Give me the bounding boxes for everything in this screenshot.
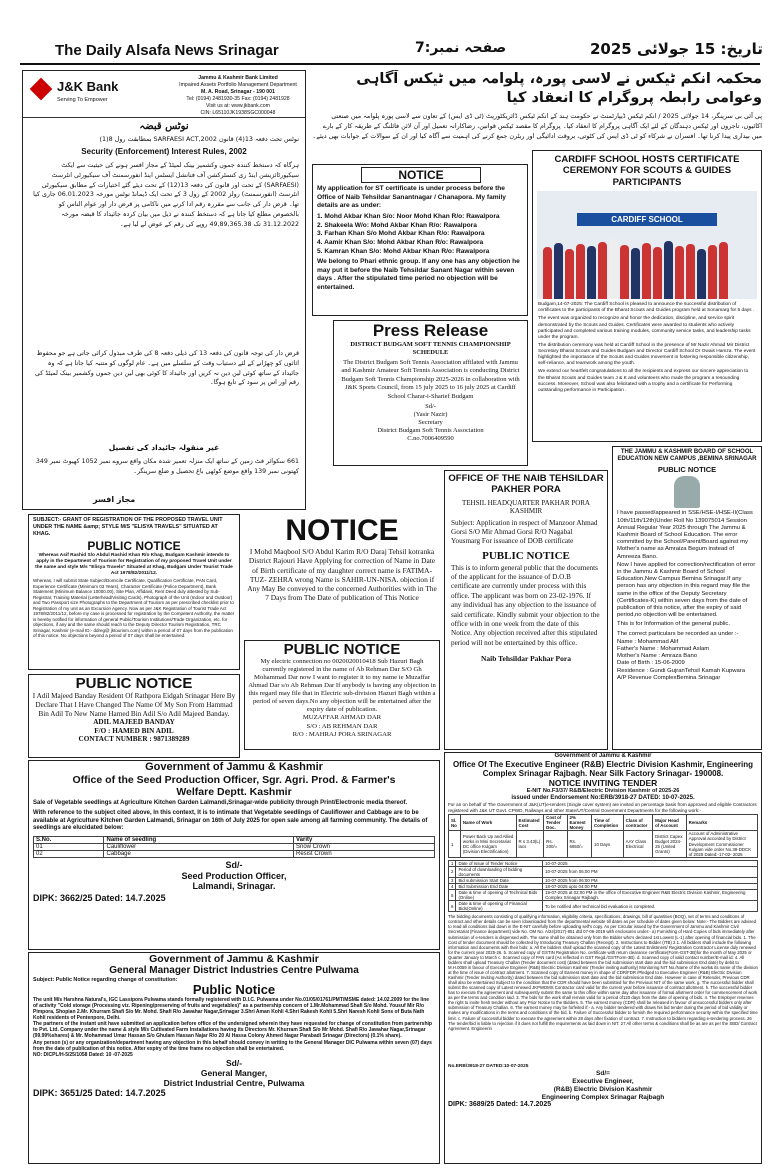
school-board-notice: THE JAMMU & KASHMIR BOARD OF SCHOOL EDUCATION NEW CAMPUS ,BEMINA SRINAGAR PUBLIC NOTICE I have passed/appeared in SSE/HSE-I/HSE-II(Class 10th/11th/12th)Under Roll No 139075014 Session Annual Regular Year 2025 through The Jammu & Kashmir Board of School Education. The error committed by the School/Parent/Board against my Mother's name as Amraiza Begum instead of Amreeza Bano. Now I have applied for correction/rectification of error in the Jammu & Kashmir Board of School Education,New Campus Bemina Srinagar.If any person has any objection in this regard may file the same in the office of the Deputy Secretary (Certificates-K) within seven days from the date of publication of this notice, after the expiry of said period,no objection will be entertained. This is for Information of the general public. The correct particulars be recorded as under :- Name : Mohammad Alif Father's Name : Mohammad Aslam Mother's Name : Amraza Bano Date of Birth : 15-06-2009 Residence : Gundi GujranTehsil Kamah Kupwara A/P Revenue ComplexBemina Srinagar [612,446,762,750]
bank-divider [23,117,305,118]
table-row: 5 Date & time of opening of Technical Bids (Online) 19-07-2025 at 02:00 PM in the office of Executive Engineer R&B Electric Division Kashmir, Engineering Complex Srinagar Rajbagh. [449,890,758,901]
tender-work-table: Sl. No Name of Work Estimated Cost Cost of Tender Doc. 2% Earnest Money Time of Completion Class of contractor Major Head of Account Remarks 1 Power Back Up and Allied works in Mini Secretariat DC office Kulgam (Division Electrification) R s 3.43(L) lacs Rs. 200/= Rs. 6850/= 10 Days AAY Class Electrical District Capex Budget 2024-25 (United Grants) Account of Administrative Approval accorded by District Development Commissioner Kulgam vide order No.38-DDCK of 2025 Dated:-17-02- 2025 [445,813,761,859]
income-tax-news [312,70,762,160]
jk-bank-logo: J&K Bank Serving To Empower [29,77,119,113]
table-row: 1 Power Back Up and Allied works in Mini Secretariat DC office Kulgam (Division Electrification) R s 3.43(L) lacs Rs. 200/= Rs. 6850/= 10 Days AAY Class Electrical District Capex Budget 2024-25 (United Grants) Account of Administrative Approval accorded by District Development Commissioner Kulgam vide order No.38-DDCK of 2025 Dated:-17-02- 2025 [449,831,758,857]
electric-connection-notice: PUBLIC NOTICE My electric connection no 0020020010418 Sub Hazuri Bagh currently registered in the name of Ab Rehman Dar S/O Gh Mohammad Dar now I want to register it to my name ie Muzaffar Ahmad Dar s/o Ab Rehman Dar If anybody is having any objection in this regard may file that in Electric sub-division Hazuri Bagh within a period of seven days.No any objection will be entertained after the expiry date of publication. MUZAFFAR AHMAD DAR S/O : AB REHMAN DAR R/O : MAHRAJ PORA SRINAGAR [244,640,440,750]
table-row: 02 Cabbage Resist Crown [34,850,435,857]
tender-schedule-table [445,859,761,914]
table-row: 6 Date & time of opening of Financial Bids(Online) To be notified after technical bid evaluation is completed. [449,901,758,912]
table-row: 2 Period of downloading of bidding documents 10-07-2025 from 06:00 PM [449,866,758,877]
news-headline: محکمہ انکم ٹیکس نے لاسی پورہ، پلوامہ میں ٹیکس آگاہی وعوامی رابطہ پروگرام کا انعقاد کیا [356,71,762,106]
table-row: 1 Date of Issue of Tender Notice 10-07-2025 [449,860,758,866]
paper-name: The Daily Alsafa News Srinagar [55,42,279,59]
press-release: Press Release DISTRICT BUDGAM SOFT TENNIS CHAMPIONSHIP SCHEDULE The District Budgam Soft Tennis Association affilated with Jammu and Kashmir Amateur Soft Tennis Association is conducting District Budgam Soft Tennis Championship 2025-2026 in collaboration with J&K Sports Council, from 15 july 2025 to 16 july 2025 at Cardiff School Charar-i-Sharief Budgam Sd/- (Yasir Nazir) Secretary District Budgam Soft Tennis Association C.no.7006409590 [333,320,528,466]
header-rule [20,63,760,65]
family-members: 1. Mohd Akbar Khan S/o: Noor Mohd Khan R/o: Rawalpora 2. Shakeela W/o: Mohd Akbar Khan R/o: Rawalpora 3. Farhan Khan S/o Mohd Akbar Khan R/o: Rawalpora 4. Aamir Khan S/o: Mohd Akbar Khan R/o: Rawalpora 5. Kamran Khan S/o: Mohd Akbar Khan R/o: Rawalpora [317,212,500,256]
jk-bank-notice: J&K Bank Serving To Empower Jammu & Kashmir Bank Limited Impaired Assets Portfolio Management Department M. A. Road, Srinagar - 190 001 Tel: (0194) 2481930-35 Fax: (0194) 2481928 Visit us at: www.jkbank.com CIN: L65110JK1938SGC000048 نوٹس قبضہ نوٹس تحت دفعہ 13(4) قانون SARFAESI ACT,2002 بمطابقت رول 8(1) Security (Enforcement) Interest Rules, 2002 ہرگاہ کہ دستخط کنندہ جموں وکشمیر بینک لمیٹڈ کے مجاز افسر ہونے کی حیثیت سے ایکٹ سیکیورٹائزیشن اینڈ ری کنسٹرکشن آف فنانشل ایسٹس اینڈ انفورسمنٹ آف سیکیورٹی انٹرسٹ (SARFAESI) کے تحت اور قانون کی دفعہ 13(12) کے تحت دیئے گئے اختیارات کے مطابق سیکیورٹی انٹرسٹ (انفورسمنٹ) رولز 2002 کے رول 3 کے تحت ایک ڈیمانڈ نوٹس مورخہ 06.01.2023 جاری کیا تھا۔ قرض دار کی جانب سے مقررہ رقم ادا کرنے میں ناکامی پر قرض دار اور عوام الناس کو بالخصوص مطلع کیا جاتا ہے کہ دستخط کنندہ نے ذیل میں بیان کردہ جائیداد کا قبضہ مورخہ 31.12.2022 تک 49,89,365.38 روپے کی رقم کے عوض لے لیا ہے۔ قرض دار کی توجہ قانون کی دفعہ 13 کی ذیلی دفعہ 8 کی طرف مبذول کرائی جاتی ہے جو محفوظ اثاثوں کو چھڑانے کے لئے دستیاب وقت کے سلسلے میں ہے۔ عام لوگوں کو متنبہ کیا جاتا ہے کہ وہ جائیداد کے ساتھ کوئی لین دین نہ کریں اور جائیداد کا کوئی بھی لین دین جموں وکشمیر بینک لمیٹڈ کی رقم اور اس پر سود کے تابع ہوگا۔ غیر منقولہ جائیداد کی تفصیل 661 سکوائر فٹ زمین کے ساتھ ایک منزلہ تعمیر شدہ مکان واقع سروے نمبر 1052 کھیوٹ نمبر 349 کھتونی نمبر 139 واقع موضع کوٹھی باغ تحصیل و ضلع سرینگر۔ مجاز افسر [22,70,306,510]
correct-particulars: Name : Mohammad Alif Father's Name : Mohammad Aslam Mother's Name : Amraza Bano Date of Birth : 15-06-2009 Residence : Gundi GujranTehsil Kamah Kupwara A/P Revenue ComplexBemina Srinagar [617,638,746,681]
bank-address: Jammu & Kashmir Bank Limited Impaired Assets Portfolio Management Department M. A. Road, Srinagar - 190 001 Tel: (0194) 2481930-35 Fax: (0194) 2481928 Visit us at: www.jkbank.com CIN: L65110JK1938SGC000048 [179,75,297,117]
cardiff-school-article: CARDIFF SCHOOL HOSTS CERTIFICATE CEREMONY FOR SCOUTS & GUIDES PARTICIPANTS CARDIFF SCHOOL Budgam,14-07-2025: The Cardiff School is pleased to announce the successful distribution of certificates to the participants of the Bharat Scouts and Guides program held at Sonamarg for 5 days . The event was organized to recognize and honor the dedication, discipline, and service spirit demonstrated by the Scouts and Guides. Certificates were awarded to students who actively participated and completed various training modules, community service tasks, and leadership tasks under the program. The distribution ceremony was held at Cardiff School in the presence of Mr Nazir Ahmad Mir District Secretary Bharat Scouts and Guides Budgam and Director Cardiff School Dr Owais Hamza. The event highlighted the importance of the Scouts and Guides movement in fostering responsible citizenship, self-reliance, and teamwork among the youth. We extend our heartfelt congratulations to all the recipients and express our sincere appreciation to the Bharat Scouts and Guides team J & K and volunteers who made the program a resounding success. Moreover, School was also felicitated with a trophy and a certificate for Performing outstanding performance in Participation . [532,150,762,442]
news-body: پی آئی بی سرینگر، 14 جولائی 2025 / انکم ٹیکس ڈیپارٹمنٹ نے حکومت ہند کے انکم ٹیکس ڈائریکٹوریٹ (ٹی ڈی ایس) کے تعاون سے لاسی پورہ پلوامہ میں صنعتی اکائیوں، تاجروں اور ٹیکس دہندگان کے لئے ایک آگاہی پروگرام کا انعقاد کیا۔ پروگرام کا مقصد ٹیکس قوانین، رضاکارانہ تعمیل اور آن لائن فائلنگ کے طریقہ کار کے بارے میں بیداری پیدا کرنا تھا۔ افسران نے شرکاء کو ٹی ڈی ایس کی کٹوتی، بروقت ادائیگی اور ریٹرن جمع کرنے کی اہمیت سے آگاہ کیا اور ان کے سوالات کے جوابات بھی دیئے۔ [312,111,762,140]
dob-correction-notice: NOTICE I Mohd Maqbool S/O Abdul Karim R/O Daraj Tehsil kotranka District Rajouri Have Applying for correction of Name in Date of Birth certificate of my daughter correct name is FATIMA-TUZ- ZEHRA wrong Name is SAHIR-UN-NISA. objection if Any May Be conveyed to the concerned Authorities with in The 7 Days from The Date of publication of This Notice [247,514,437,603]
table-row: 4 Bid Submission End Date 18-07-2025 upto 04:00 PM [449,883,758,889]
seedling-table: S.No. Name of seedling Varity 01 Cauliflower Snow Crown 02 Cabbage Resist Crown [29,834,439,860]
issue-date: تاریخ: 15 جولائی 2025 [590,40,763,58]
name-change-notice: PUBLIC NOTICE I Adil Majeed Banday Resident Of Rathpora Eidgah Srinagar Here By Declare That I Have Changed The Name Of My Son From Hammad Bin Adil To New Name Hamed Bin Adil S/o Adil Majeed Banday. ADIL MAJEED BANDAY F/O : HAMED BIN ADIL CONTACT NUMBER : 9871389289 [28,674,240,758]
possession-notice-title: نوٹس قبضہ [139,121,189,132]
table-row: 01 Cauliflower Snow Crown [34,843,435,850]
travel-unit-notice: SUBJECT:- GRANT OF REGISTRATION OF THE PROPOSED TRAVEL UNIT UNDER THE NAME &amp; STYLE M/S "ELISYA TRAVELS" SITUATED AT KHAG. PUBLIC NOTICE Whereas Asif Rashid S/o Abdul Rashid Khan R/o Khag, Budgam Kashmir intends to apply in the Department of Tourism for Registration of my proposed Travel Unit under the name and style M/s "Elisya Travels" Situated at Khag, Budgam Under Tourist Trade Act 1978/82/2011/12. Whereas, I will submit State Subject/Domicile Certificate, Qualification Certificate, PAN Card, Experience Certificate (Minimum 03 Years), Character Certificate (Police Department), Bank Statement (Minimum Balance 10000.00), Site Plan, Affidavit, Rent Deed duly attested by Sub- Registrar, Training Material (Letterhead/Visiting Cards), Photograph of the Unit (Indoor and Outdoor) and Two Passport size Photographs to the Department of Tourism as per prescribed checklist prior to Registration of my unit as an Excursion Agency. Now as per J&K Registration of Tourist Trade Act 1978/82/2011/12, before my case is processed for registration by the Competent Authority, the matter is hereby notified for information of general Public/Tourism Institutions/Trade Organization, etc. for objections, if any and the same should reach to the Deputy Director Tourism Registration, TRC Srinagar, Kashmir (e-mail ID:- ddreg@ jktourism.com) within a period of 07 days from the publication of this notice. No objections beyond a period of 07 days shall be entertained. [28,514,240,670]
naib-tehsildar-notice: OFFICE OF THE NAIB TEHSILDAR PAKHER PORA TEHSIL HEADQUARTER PAKHAR PORA KASHMIR Subject: Application in respect of Manzoor Ahmad Gorsi S/O Mir Ahmad Gorsi R/O Nagabal Yousmarg For issuance of DOB certificate PUBLIC NOTICE This is to inform general public that the documents of the applicant for the issuance of D.O.B certificate are currently under process with this office. The applicant was born on 23-02-1976. If any individual has any objection to the issuance of said certificate. Kindly submit your objection to the office with in one week from the date of this Notice. Any objection received after this stipulated period will not be entertained by this office. Naib Tehsildar Pakhar Pora [444,470,608,750]
ceremony-photo: CARDIFF SCHOOL [537,191,757,299]
masthead [0,0,770,62]
cardiff-headline: CARDIFF SCHOOL HOSTS CERTIFICATE CEREMONY FOR SCOUTS & GUIDES PARTICIPANTS [554,154,740,188]
table-row: 3 Bid submission Start Date 10-07-2025 from 06:00 PM [449,877,758,883]
press-signature: Sd/- (Yasir Nazir) Secretary District Budgam Soft Tennis Association C.no.7006409590 [377,402,484,443]
applicant-photo [674,476,700,508]
tender-notice: Government of Jammu & Kashmir Office Of The Executive Engineer (R&B) Electric Division Kashmir, Engineering Complex Srinagar Rajbagh. Near Silk Factory Srinagar- 190008. NOTICE INVITING TENDER E-NIT No.F3/37/ R&B/Electric Division Kashmir of 2025-26 issued under Endorsement No:ERB/3918-27 DATED: 10-07-2025. For an on behalf of The Government of J&K(UT)e-tenders (Single cover system) are invited on percentage basis from approved and eligible Contractors registered with J&K UT Govt. CPWD, Railways and other State/UT/Central Government Departments for the following work:- Sl. No Name of Work Estimated Cost Cost of Tender Doc. 2% Earnest Money Time of Completion Class of contractor Major Head of Account Remarks 1 Power Back Up and Allied works in Mini Secretariat DC office Kulgam (Division Electrification) R s 3.43(L) lacs Rs. 200/= Rs. 6850/= 10 Days AAY Class Electrical District Capex Budget 2024-25 (United Grants) Account of Administrative Approval accorded by District Development Commissioner Kulgam vide order No.38-DDCK of 2025 Dated:-17-02- 2025 1 Date of Issue of Tender Notice 10-07-2025 2 Period of downloading of bidding documents 10-07-2025 from 06:00 PM 3 Bid submission Start Date 10-07-2025 from 06:00 PM 4 Bid Submission End Date 18-07-2025 upto 04:00 PM 5 Date & time of opening of Technical Bids (Online) 19-07-2025 at 02:00 PM in the office of Executive Engineer R&B Electric Division Kashmir, Engineering Complex Srinagar Rajbagh. 6 Date & time of opening of Financial Bids(Online) To be notified after technical bid evaluation is completed. The bidding documents consisting of qualifying information, eligibility criteria, specifications, drawings, bill of quantities (BOQ), set of terms and conditions of contract and other details can be seen /downloaded from the departmental website till dates as per schedule of dates given below: Note:- The Bidders are advised to read all conditions laid down in the E-NIT carefully before uploading self's copy. As per Circular issued by the Government of Jammu and Kashmir Civil Secretariat (Finance department) vide No. OM No. A/24(2017)-851 dtd 07-06-2019 with enclosures under:- a) Furnishing of Hard Copies of bids immediately after submission of e-tenders is dispensed with. The same shall be obtained only from the Bidder who's declared 1st Lowest (L-1) after opening of financial bids. 1. The Cost of tender document should be collected by Introducing Treasury Challan (Receipt). 2. Instructions to Bidder (ITB) 2.1. All bidders shall include the following information and documents with their bids: a. All the bidders shall upload the scanned copy of the Latest Enlistment/ Registration Contractor License duly renewed for the current year 2025-26. b. Scanned copy of GSTIN Registration No. certificate with return clearance certificate(Form-GST-3B)for the month of May 2025 or Quarter January to March c. Scanned copy of PAN card (As reflected in GST Regd./GSTForm-3B). d. Scanned copy of valid contact number/E-mail id. 4. All bidders shall upload Treasury Challan (Tender document cost) (dated between the bid submission start date and the bid submission End date) by debit to M.H.0059 in favour of Executive Engineer (R&B) Electric Division Kashmir (Tender inviting authority) Monitoring NIT No./Name of the work& its name of the division at the time of issue of contract allotment. 7. Scanned copy of Earnest money in shape of CDR/FDR /Pledged to Executive Engineer (R&B) Electric Division Kashmir (Tender Inviting Authority) dated between the bid submission start date and the bid submission End date. However in case of Retender, Previous CDR shall also be entertained Subject to the condition that the CDR should have been submitted for the Previous NIT of the same work. g. The successful bidder shall submit the scanned copy of Latest renewed JKPWDMS Contractor card valid for the current year before issuance of contract allotment. h. The successful bidder has to execute the agreement and subsequently submit the same to this office within same day after issuance of formal allotment order for commencement of work as per the terms and condition laid. 3. The bids for the work shall remain valid for a period of120 days from the date of opening of bids. 4. The Employer reserves the right to invite fresh tender without any Prior Notice to the Bidders. 5. The earnest money (CDR) shall be released in favour of unsuccessful bidders only after submission of Treasury Challan. 6. The earnest money may be forfeited if:- a. Any bidder tendered with draws his bid tender during the period of bid validity or makes any modifications in the terms and conditions of the bid. b. Failure of Successful bidder to furnish the required performance security within the specified time limit. c. Failure of successful bidder to execute the agreement within 28 days after fixation of contract. 7. Instruction to bidders regarding e-tendering process. 26 The tender/bid is liable to rejection if it does not fulfill the requirements as laid down in NIT. 27 All other terms & conditions shall be as are as per the SBD/ Contract Agreement. Engineerin No.ERB/3918-27 DATED:10-07-2025 Sd/= Executive Engineer, (R&B) Electric Division Kashmir Engineering Complex Srinagar Rajbagh DIPK: 3689/25 Dated: 14.7.2025 [444,752,762,1164]
page-number: صفحہ نمبر:7 [415,40,507,56]
seed-production-notice: Government of Jammu & Kashmir Office of the Seed Production Officer, Sgr. Agri. Prod. & Farmer's Welfare Deptt. Kashmir Sale of Vegetable seedlings at Agriculture Kitchen Garden Lalmandi,Srinagar-wide publicity through Print/Electronic media thereof. With reference to the subject cited above, In this context, It is to intimate that Vegetable seedlings of Cauliflower and Cabbage are to be available at Agriculture Kitchen Garden Lalmandi, Srinagar on 16th of July 2025 for open sale among all farming community. The details of seedlings are elucidated below: S.No. Name of seedling Varity 01 Cauliflower Snow Crown 02 Cabbage Resist Crown Sd/- Seed Production Officer, Lalmandi, Srinagar. DIPK: 3662/25 Dated: 14.7.2025 [28,760,440,950]
dic-pulwama-notice: Government of Jammu & Kashmir General Manager District Industries Centre Pulwama Subject: Public Notice regarding change of constitution: Public Notice The unit M/s Harshna Natural's, IGC Lassipora Pulwama stands formally registered with D.I.C. Pulwama under No.01/05/01761/PMT/MSME dated: 14.02.2009 for the line of activity "Cold storage (Processing viz. Ripening/preserving of fruits and vegetables)" as a partnership concern of 1.Mr.Mohammad Shafi S/o Mohd. Yousuf Mir R/o Pimpora, Shopian 2.Mr. Khurram Shafi S/o Mr. Mohd. Shafi R/o Jawahar Nagar,Srinagar 3.Shri Aman Kohli 4.Shri Rakesh Kohli 5.Shri Naresh Kohli Sons of Buta Nath Kohli residents of Pentenpore, Delhi. The partners of the instant unit have submitted an application before office of the undersigned wherein they have requested for change of constitution from partnership to Pvt. Ltd. Company under the name & style M/s Cultivated Farm Installations having its Directors Mr. Khurram Shafi S/o Mr Mohd. Shafi R/o Jawahar Nagar,Srinagar (99.99%shares) & Mr. Mohammad Umar Hassan S/o Ghulam Hassan Najar R/o 20 Al Hassa Colony Ahmed Nagar Parabadi Srinagar (Directors) (0.1% share). Any person (s) or any organization/department having any objection in this behalf should convey in writing to the General Manager DIC Pulwama within seven (07) days from the date of publication of this notice. After expiry of the time frame no objection shall be entertained. NO: DICPL/H-5/25/1058 Dated: 10 -07-2025 Sd/- General Manger, District Industrial Centre, Pulwama DIPK: 3651/25 Dated: 14.7.2025 [28,952,440,1164]
bank-diamond-icon [30,78,53,101]
st-certificate-notice: NOTICE My application for ST certificate is under process before the Office of Naib Tehsildar Sanantnagar / Chanapora. My family details are as under: 1. Mohd Akbar Khan S/o: Noor Mohd Khan R/o: Rawalpora 2. Shakeela W/o: Mohd Akbar Khan R/o: Rawalpora 3. Farhan Khan S/o Mohd Akbar Khan R/o: Rawalpora 4. Aamir Khan S/o: Mohd Akbar Khan R/o: Rawalpora 5. Kamran Khan S/o: Mohd Akbar Khan R/o: Rawalpora We belong to Phari ethnic group. If any one has any objection he may put it before the Naib Tehsildar Sanant Nagar within seven days . After the stipulated time period no objection will be entertained. [312,164,528,316]
